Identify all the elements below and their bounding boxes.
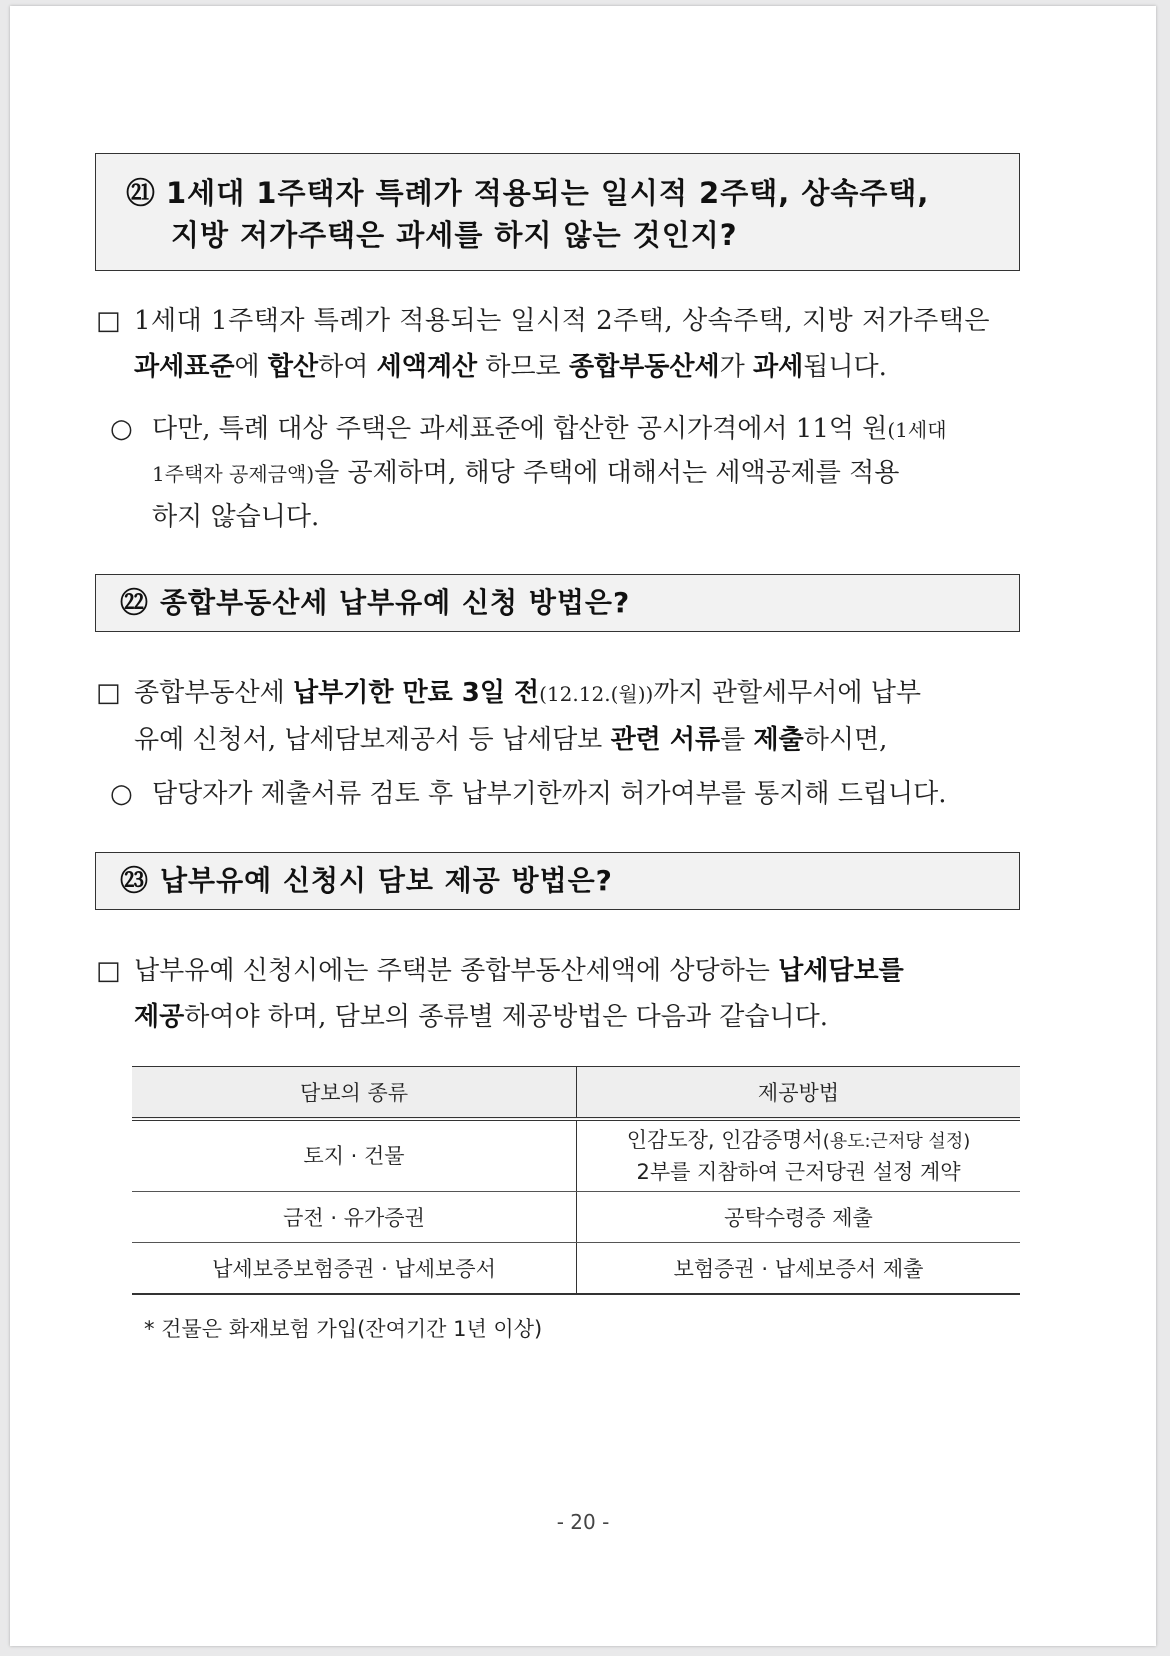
table-row xyxy=(132,1192,1020,1243)
question-22-title: 종합부동산세 납부유예 신청 방법은? xyxy=(160,586,631,619)
table-cell-type: 금전 · 유가증권 xyxy=(132,1192,577,1243)
square-bullet-icon: □ xyxy=(96,956,121,986)
table-header-method: 제공방법 xyxy=(577,1067,1021,1120)
table-cell-type: 토지 · 건물 xyxy=(132,1119,577,1192)
question-21-number: ㉑ xyxy=(126,176,157,210)
page-number: - 20 - xyxy=(556,1510,610,1534)
document-page xyxy=(10,6,1156,1646)
q22-answer-paragraph: □ 종합부동산세 납부기한 만료 3일 전(12.12.(월))까지 관할세무서에 납부 유예 신청서, 납세담보제공서 등 납세담보 관련 서류를 제출하시면, xyxy=(96,670,1026,763)
table-header-row xyxy=(132,1067,1020,1120)
question-22-box xyxy=(95,574,1020,632)
table-cell-method: 공탁수령증 제출 xyxy=(577,1192,1021,1243)
circle-bullet-icon: ○ xyxy=(110,414,133,444)
question-23-box xyxy=(95,852,1020,910)
question-23-title: 납부유예 신청시 담보 제공 방법은? xyxy=(160,864,613,897)
table-cell-method: 인감도장, 인감증명서(용도:근저당 설정) 2부를 지참하여 근저당권 설정 계약 xyxy=(577,1119,1021,1192)
q21-answer-paragraph: □ 1세대 1주택자 특례가 적용되는 일시적 2주택, 상속주택, 지방 저가주택은 과세표준에 합산하여 세액계산 하므로 종합부동산세가 과세됩니다. xyxy=(96,298,1026,390)
q22-sub-paragraph: ○ 담당자가 제출서류 검토 후 납부기한까지 허가여부를 통지해 드립니다. xyxy=(110,771,1030,817)
question-23-number: ㉓ xyxy=(120,864,150,897)
collateral-table xyxy=(132,1066,1020,1295)
square-bullet-icon: □ xyxy=(96,678,121,708)
question-22-number: ㉒ xyxy=(120,586,150,619)
question-21-title-line2: 지방 저가주택은 과세를 하지 않는 것인지? xyxy=(171,218,738,252)
q23-answer-paragraph: □ 납부유예 신청시에는 주택분 종합부동산세액에 상당하는 납세담보를 제공하여야 하며, 담보의 종류별 제공방법은 다음과 같습니다. xyxy=(96,948,1026,1040)
question-21-box xyxy=(95,153,1020,271)
question-21-title-line1: ㉑ 1세대 1주택자 특례가 적용되는 일시적 2주택, 상속주택, xyxy=(126,172,1019,214)
footnote: * 건물은 화재보험 가입(잔여기간 1년 이상) xyxy=(144,1317,543,1341)
square-bullet-icon: □ xyxy=(96,306,122,336)
q21-sub-paragraph: ○ 다만, 특례 대상 주택은 과세표준에 합산한 공시가격에서 11억 원(1세대 1주택자 공제금액)을 공제하며, 해당 주택에 대해서는 세액공제를 적용 하지 않습니다. xyxy=(110,408,1030,539)
circle-bullet-icon: ○ xyxy=(110,779,133,809)
table-cell-method: 보험증권 · 납세보증서 제출 xyxy=(577,1243,1021,1295)
table-cell-type: 납세보증보험증권 · 납세보증서 xyxy=(132,1243,577,1295)
table-row xyxy=(132,1243,1020,1295)
table-header-type: 담보의 종류 xyxy=(132,1067,577,1120)
table-row xyxy=(132,1119,1020,1192)
